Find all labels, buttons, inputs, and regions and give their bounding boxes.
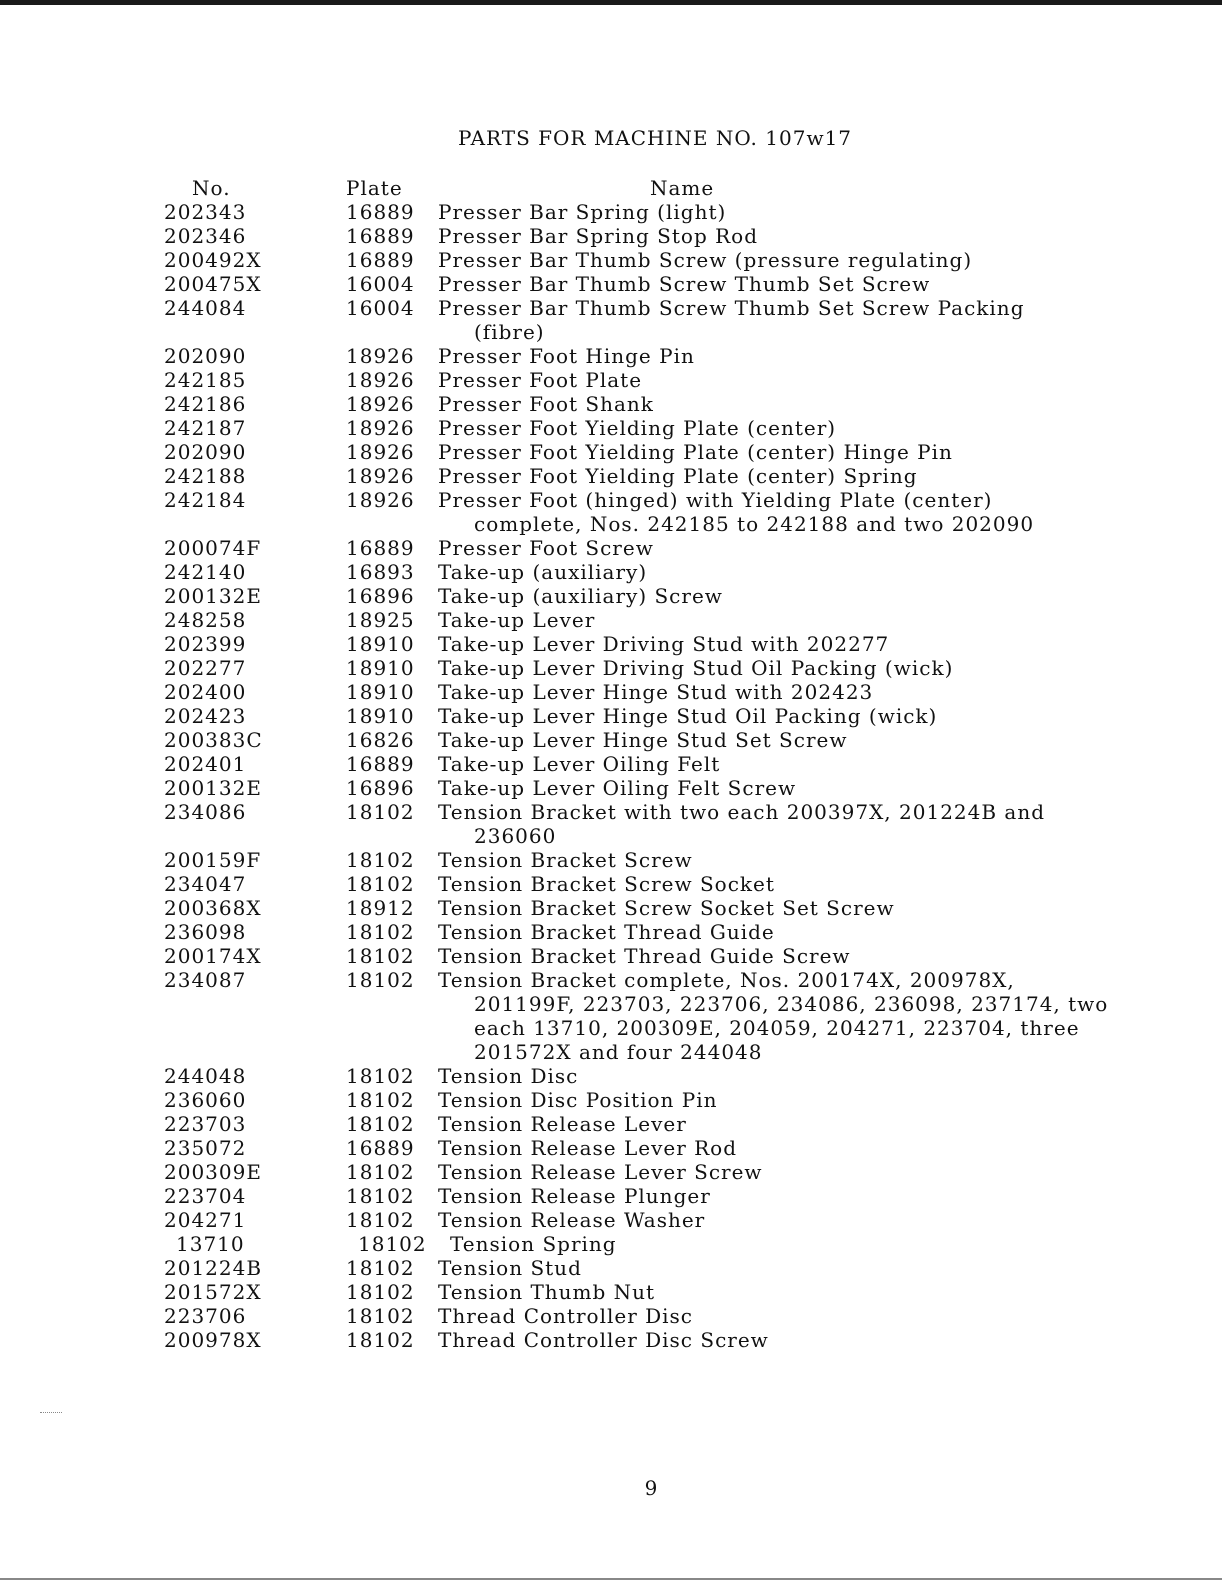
part-name [438, 608, 1164, 632]
part-name-line: Tension Spring [450, 1232, 617, 1256]
part-name-line: Take-up Lever Hinge Stud Set Screw [438, 728, 848, 752]
plate-number: 18102 [346, 1304, 415, 1328]
plate-number: 18102 [346, 1088, 415, 1112]
table-row [164, 272, 1164, 296]
plate-number: 16893 [346, 560, 415, 584]
part-name [438, 1256, 1164, 1280]
part-name-line: Tension Release Lever Rod [438, 1136, 738, 1160]
part-name [438, 800, 1164, 848]
table-row [164, 1208, 1164, 1232]
plate-number: 18926 [346, 488, 415, 512]
part-name [438, 1208, 1164, 1232]
part-name [438, 752, 1164, 776]
plate-number: 16896 [346, 584, 415, 608]
plate-number: 16889 [346, 200, 415, 224]
part-name [438, 680, 1164, 704]
part-number: 202346 [164, 224, 247, 248]
plate-number: 18926 [346, 368, 415, 392]
plate-number: 18102 [346, 1160, 415, 1184]
table-row [164, 368, 1164, 392]
part-name-line: Presser Bar Spring Stop Rod [438, 224, 759, 248]
table-row [164, 656, 1164, 680]
part-name [438, 728, 1164, 752]
plate-number: 16889 [346, 1136, 415, 1160]
part-name-line: Take-up (auxiliary) Screw [438, 584, 723, 608]
part-name [438, 1136, 1164, 1160]
part-number: 202090 [164, 344, 247, 368]
table-row [164, 872, 1164, 896]
plate-number: 18926 [346, 440, 415, 464]
part-number: 223706 [164, 1304, 247, 1328]
part-name-line: Tension Bracket with two each 200397X, 201224B and [438, 800, 1046, 824]
part-name-line: Take-up Lever Hinge Stud with 202423 [438, 680, 874, 704]
part-name-line: Presser Bar Thumb Screw (pressure regulating) [438, 248, 973, 272]
part-number: 242186 [164, 392, 247, 416]
part-number: 202277 [164, 656, 247, 680]
part-name-line: Presser Foot Yielding Plate (center) Hinge Pin [438, 440, 953, 464]
table-row [164, 1160, 1164, 1184]
part-number: 234047 [164, 872, 247, 896]
part-number: 201572X [164, 1280, 262, 1304]
plate-number: 18926 [346, 392, 415, 416]
table-row [164, 536, 1164, 560]
part-name-line: Take-up Lever Driving Stud Oil Packing (wick) [438, 656, 954, 680]
part-name-line: Take-up (auxiliary) [438, 560, 648, 584]
part-number: 200368X [164, 896, 262, 920]
part-name [438, 416, 1164, 440]
part-name [438, 944, 1164, 968]
part-name-line: Tension Release Plunger [438, 1184, 711, 1208]
parts-table [164, 176, 1164, 1352]
part-name [438, 1304, 1164, 1328]
table-row [164, 1232, 1164, 1256]
part-name-line: Presser Foot Screw [438, 536, 654, 560]
part-number: 200132E [164, 584, 262, 608]
part-number: 242188 [164, 464, 247, 488]
part-name [438, 872, 1164, 896]
part-name [438, 776, 1164, 800]
plate-number: 18102 [346, 1256, 415, 1280]
part-number: 242184 [164, 488, 247, 512]
part-name-line: Tension Release Lever Screw [438, 1160, 763, 1184]
part-number: 244048 [164, 1064, 247, 1088]
plate-number: 18102 [346, 1328, 415, 1352]
part-name-continuation: (fibre) [474, 320, 545, 344]
part-name [438, 200, 1164, 224]
table-row [164, 632, 1164, 656]
part-number: 201224B [164, 1256, 263, 1280]
table-row [164, 1184, 1164, 1208]
plate-number: 16004 [346, 296, 415, 320]
part-name [438, 656, 1164, 680]
part-name-line: Tension Bracket Screw Socket [438, 872, 775, 896]
plate-number: 18102 [346, 1208, 415, 1232]
plate-number: 16889 [346, 752, 415, 776]
part-name-line: Tension Stud [438, 1256, 582, 1280]
part-number: 200174X [164, 944, 262, 968]
part-number: 202401 [164, 752, 247, 776]
table-row [164, 800, 1164, 848]
part-name [438, 536, 1164, 560]
plate-number: 18912 [346, 896, 415, 920]
part-name-line: Presser Bar Thumb Screw Thumb Set Screw Packing [438, 296, 1025, 320]
part-name-line: Tension Disc [438, 1064, 579, 1088]
plate-number: 18102 [346, 1064, 415, 1088]
plate-number: 18102 [346, 944, 415, 968]
part-name-line: Presser Foot Yielding Plate (center) [438, 416, 837, 440]
part-name [438, 248, 1164, 272]
table-row [164, 728, 1164, 752]
table-row [164, 1304, 1164, 1328]
part-name-line: Tension Bracket Screw Socket Set Screw [438, 896, 895, 920]
part-name [438, 848, 1164, 872]
part-name-line: Thread Controller Disc Screw [438, 1328, 769, 1352]
part-name-line: Presser Foot (hinged) with Yielding Plate (center) [438, 488, 993, 512]
part-name [438, 1184, 1164, 1208]
part-name [438, 1160, 1164, 1184]
part-number: 242187 [164, 416, 247, 440]
table-row [164, 776, 1164, 800]
table-row [164, 608, 1164, 632]
table-row [164, 344, 1164, 368]
table-row [164, 560, 1164, 584]
plate-number: 16004 [346, 272, 415, 296]
part-name [438, 296, 1164, 344]
part-number: 234087 [164, 968, 247, 992]
part-name-line: Tension Bracket complete, Nos. 200174X, 200978X, [438, 968, 1015, 992]
part-name [438, 1112, 1164, 1136]
part-number: 236060 [164, 1088, 247, 1112]
part-number: 200132E [164, 776, 262, 800]
table-row [164, 464, 1164, 488]
plate-number: 18910 [346, 632, 415, 656]
table-row [164, 896, 1164, 920]
part-name [438, 272, 1164, 296]
part-name-line: Presser Bar Spring (light) [438, 200, 727, 224]
part-number: 202399 [164, 632, 247, 656]
table-row [164, 248, 1164, 272]
part-name-continuation: 201572X and four 244048 [474, 1040, 763, 1064]
part-name [438, 392, 1164, 416]
plate-number: 18102 [346, 1280, 415, 1304]
plate-number: 18102 [346, 920, 415, 944]
plate-number: 18925 [346, 608, 415, 632]
part-name [438, 968, 1164, 1064]
part-name [438, 896, 1164, 920]
plate-number: 16889 [346, 224, 415, 248]
plate-number: 18102 [346, 848, 415, 872]
plate-number: 18102 [346, 1184, 415, 1208]
plate-number: 18102 [346, 800, 415, 824]
part-number: 200383C [164, 728, 263, 752]
part-name [438, 704, 1164, 728]
part-name-continuation: each 13710, 200309E, 204059, 204271, 223704, three [474, 1016, 1080, 1040]
table-row [164, 1256, 1164, 1280]
part-name-line: Tension Bracket Thread Guide Screw [438, 944, 851, 968]
part-number: 202343 [164, 200, 247, 224]
part-name-continuation: 236060 [474, 824, 557, 848]
table-row [164, 1280, 1164, 1304]
part-name [438, 1280, 1164, 1304]
table-row [164, 224, 1164, 248]
header-name: Name [650, 176, 715, 200]
page-title: PARTS FOR MACHINE NO. 107w17 [457, 126, 853, 150]
part-name [438, 632, 1164, 656]
part-name [438, 1064, 1164, 1088]
part-name [438, 920, 1164, 944]
scan-top-edge [0, 0, 1222, 5]
table-row [164, 848, 1164, 872]
part-name-line: Tension Release Lever [438, 1112, 687, 1136]
table-row [164, 1088, 1164, 1112]
table-row [164, 296, 1164, 344]
part-name [438, 560, 1164, 584]
table-row [164, 416, 1164, 440]
plate-number: 18102 [346, 872, 415, 896]
page-number: 9 [644, 1476, 658, 1500]
part-number: 244084 [164, 296, 247, 320]
plate-number: 18102 [346, 1112, 415, 1136]
part-number: 202400 [164, 680, 247, 704]
part-name [438, 224, 1164, 248]
table-row [164, 488, 1164, 536]
part-number: 200492X [164, 248, 262, 272]
part-name [438, 488, 1164, 536]
part-number: 13710 [176, 1232, 245, 1256]
table-row [164, 1112, 1164, 1136]
part-name-line: Tension Bracket Screw [438, 848, 693, 872]
table-row [164, 944, 1164, 968]
plate-number: 18910 [346, 680, 415, 704]
part-name-line: Tension Bracket Thread Guide [438, 920, 775, 944]
table-row [164, 704, 1164, 728]
part-name-line: Presser Foot Plate [438, 368, 643, 392]
part-number: 234086 [164, 800, 247, 824]
part-name-line: Take-up Lever Driving Stud with 202277 [438, 632, 890, 656]
part-number: 202423 [164, 704, 247, 728]
table-header [164, 176, 1164, 200]
part-name-continuation: 201199F, 223703, 223706, 234086, 236098, 237174, two [474, 992, 1109, 1016]
table-body [164, 200, 1164, 1352]
table-row [164, 1136, 1164, 1160]
table-row [164, 1064, 1164, 1088]
plate-number: 16896 [346, 776, 415, 800]
part-number: 204271 [164, 1208, 247, 1232]
table-row [164, 440, 1164, 464]
scan-speck [40, 1412, 62, 1416]
part-name [438, 1328, 1164, 1352]
part-name-line: Presser Bar Thumb Screw Thumb Set Screw [438, 272, 931, 296]
part-name-line: Presser Foot Yielding Plate (center) Spring [438, 464, 918, 488]
part-name-line: Tension Disc Position Pin [438, 1088, 718, 1112]
plate-number: 18910 [346, 656, 415, 680]
part-name-line: Tension Thumb Nut [438, 1280, 656, 1304]
plate-number: 16889 [346, 536, 415, 560]
part-name [438, 344, 1164, 368]
part-number: 200475X [164, 272, 262, 296]
table-row [164, 392, 1164, 416]
header-plate: Plate [346, 176, 403, 200]
part-name [438, 464, 1164, 488]
part-name-line: Take-up Lever Hinge Stud Oil Packing (wick) [438, 704, 938, 728]
table-row [164, 752, 1164, 776]
table-row [164, 968, 1164, 1064]
table-row [164, 1328, 1164, 1352]
part-number: 236098 [164, 920, 247, 944]
scan-bottom-edge [0, 1578, 1222, 1580]
part-number: 242185 [164, 368, 247, 392]
part-number: 242140 [164, 560, 247, 584]
plate-number: 18102 [346, 968, 415, 992]
part-name [438, 584, 1164, 608]
plate-number: 18926 [346, 416, 415, 440]
part-name [438, 368, 1164, 392]
part-name-line: Take-up Lever Oiling Felt [438, 752, 721, 776]
table-row [164, 200, 1164, 224]
plate-number: 18926 [346, 464, 415, 488]
table-row [164, 680, 1164, 704]
header-no: No. [192, 176, 231, 200]
part-name-line: Presser Foot Shank [438, 392, 654, 416]
part-number: 200309E [164, 1160, 262, 1184]
part-name-line: Take-up Lever [438, 608, 596, 632]
part-number: 202090 [164, 440, 247, 464]
plate-number: 18910 [346, 704, 415, 728]
part-number: 200159F [164, 848, 262, 872]
part-name [438, 440, 1164, 464]
part-name [438, 1088, 1164, 1112]
part-name-line: Presser Foot Hinge Pin [438, 344, 695, 368]
part-name-line: Thread Controller Disc [438, 1304, 694, 1328]
plate-number: 18926 [346, 344, 415, 368]
part-name [450, 1232, 1164, 1256]
part-number: 235072 [164, 1136, 247, 1160]
part-number: 223704 [164, 1184, 247, 1208]
plate-number: 16826 [346, 728, 415, 752]
plate-number: 18102 [358, 1232, 427, 1256]
part-number: 200978X [164, 1328, 262, 1352]
part-name-line: Tension Release Washer [438, 1208, 706, 1232]
table-row [164, 920, 1164, 944]
part-number: 248258 [164, 608, 247, 632]
part-name-line: Take-up Lever Oiling Felt Screw [438, 776, 797, 800]
table-row [164, 584, 1164, 608]
part-number: 200074F [164, 536, 262, 560]
plate-number: 16889 [346, 248, 415, 272]
part-number: 223703 [164, 1112, 247, 1136]
part-name-continuation: complete, Nos. 242185 to 242188 and two 202090 [474, 512, 1035, 536]
